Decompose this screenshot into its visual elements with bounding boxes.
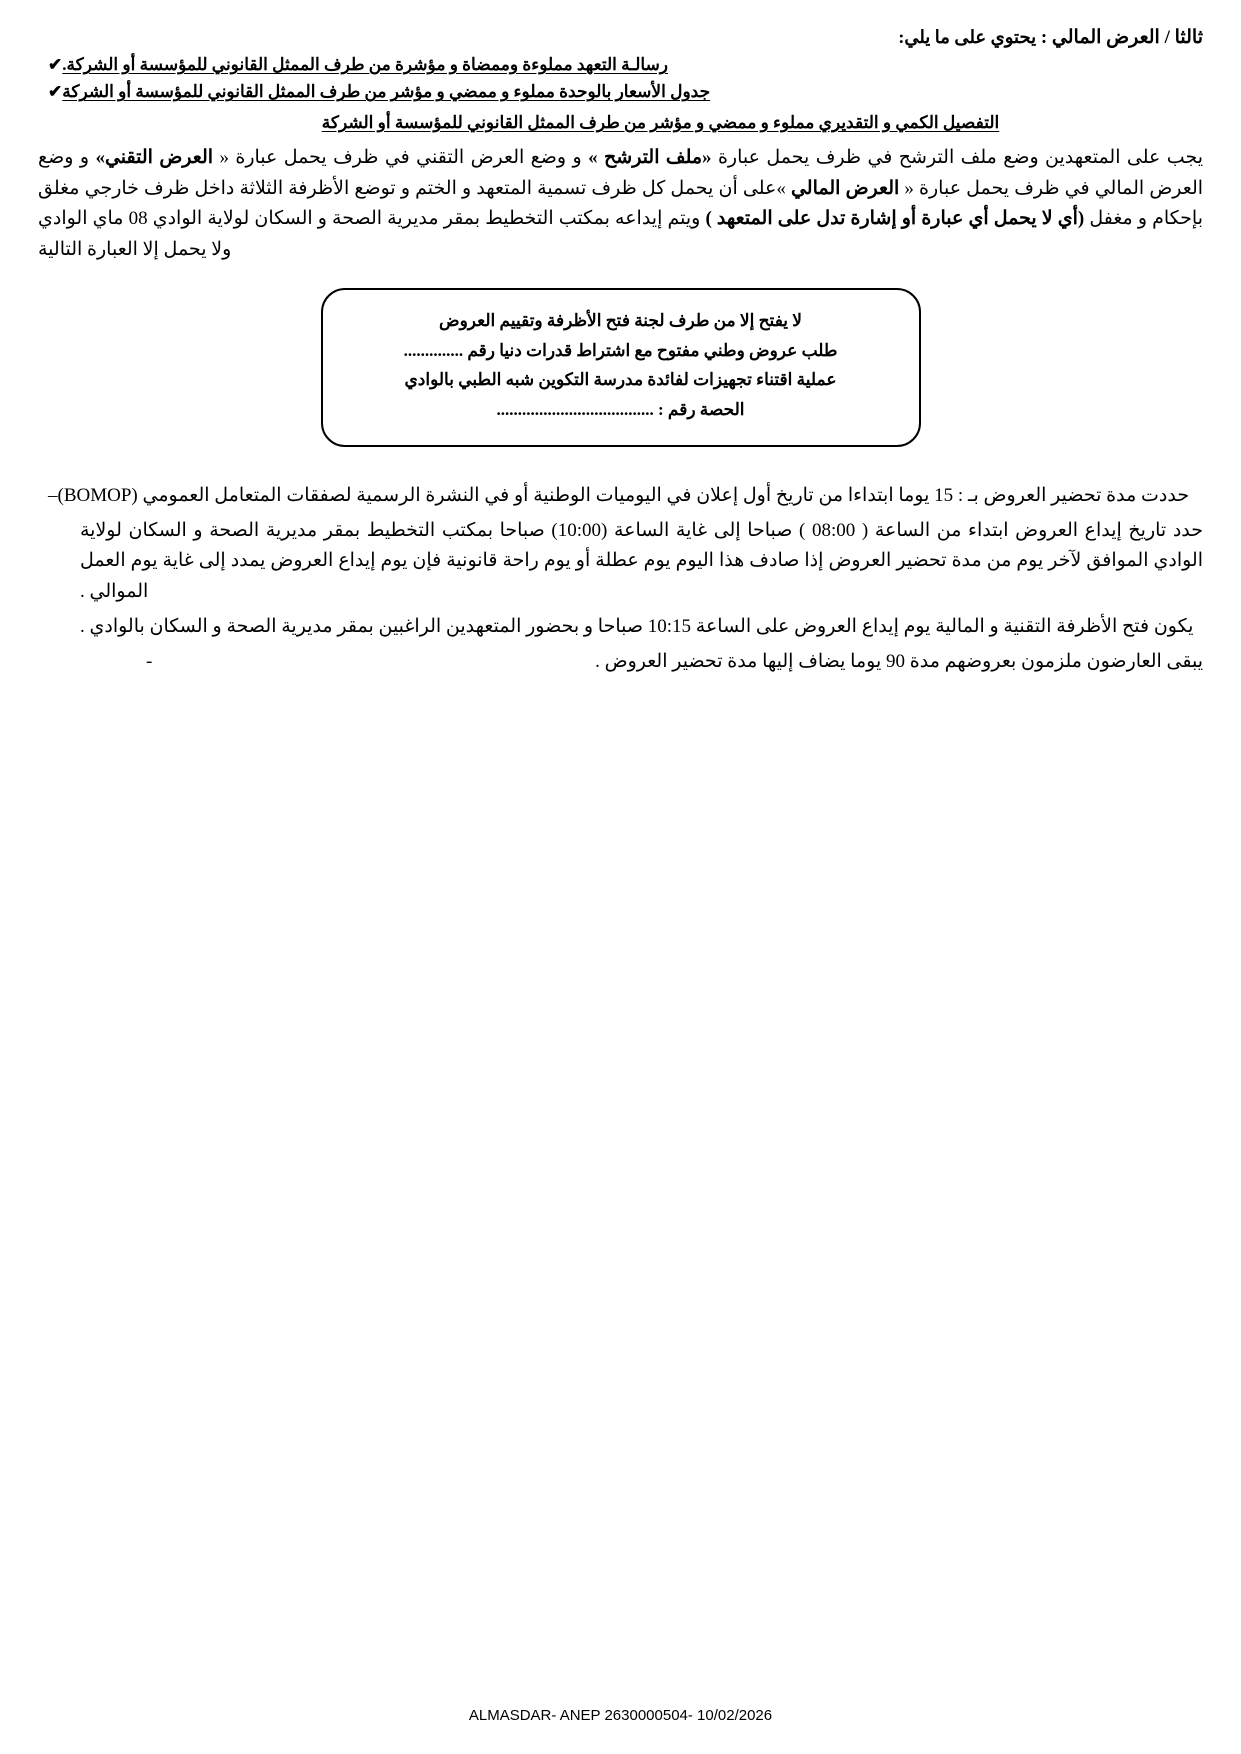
box-line-4: الحصة رقم : ..................................... <box>496 400 745 420</box>
opening-text-1: يكون فتح الأظرفة التقنية و المالية يوم إيداع العروض على الساعة <box>691 615 1194 637</box>
preparation-period-text <box>58 481 1204 512</box>
financial-offer-checklist <box>38 55 1203 103</box>
envelope-bold-technical: العرض التقني» <box>95 146 214 168</box>
envelope-instructions-paragraph <box>38 143 1203 266</box>
deposit-text-2: ) صباحا إلى غاية الساعة ( <box>601 519 812 541</box>
envelope-label-box-wrapper <box>38 288 1203 447</box>
envelope-bold-financial: العرض المالي <box>790 177 900 199</box>
offer-validity-text <box>152 647 1203 678</box>
deposit-schedule-paragraph <box>38 516 1203 608</box>
list-item <box>38 55 1203 75</box>
heading-separator: : <box>1040 27 1048 48</box>
box-line-2: طلب عروض وطني مفتوح مع اشتراط قدرات دنيا رقم .............. <box>403 340 838 360</box>
envelope-text-1: يجب على المتعهدين وضع ملف الترشح في ظرف يحمل عبارة <box>711 146 1203 168</box>
check-mark-icon: ✔ <box>48 55 63 74</box>
list-item <box>38 82 1203 102</box>
checklist-item-text: رسالـة التعهد مملوءة وممضاة و مؤشرة من طرف الممثل القانوني للمؤسسة أو الشركة. <box>62 55 669 74</box>
page-footer: ALMASDAR- ANEP 2630000504- 10/02/2026 <box>468 1707 773 1724</box>
preparation-period-item <box>38 481 1203 512</box>
envelope-bold-anonymous: (أي لا يحمل أي عبارة أو إشارة تدل على المتعهد ) <box>705 208 1085 230</box>
offer-validity-item <box>38 647 1203 678</box>
opening-time: 10:15 <box>647 615 692 637</box>
dash-marker: - <box>146 650 153 672</box>
envelope-label-box <box>321 288 921 447</box>
validity-days-count: 90 <box>886 650 906 672</box>
dash-marker: – <box>48 484 58 506</box>
prep-text-before: حددت مدة تحضير العروض بـ : <box>953 484 1190 506</box>
opening-text-2: صباحا و بحضور المتعهدين الراغبين بمقر مديرية الصحة و السكان بالوادي . <box>80 615 648 637</box>
heading-lead: يحتوي على ما يلي: <box>898 27 1037 47</box>
envelope-text-5: ويتم إيداعه بمكتب التخطيط بمقر مديرية الصحة و السكان لولاية الوادي 08 ماي الوادي ولا يحمل إلا العبارة التالية <box>38 208 706 261</box>
envelope-text-3: و وضع العرض المالي في ظرف يحمل عبارة « <box>38 146 1204 199</box>
deposit-end-time: 10:00 <box>557 519 602 541</box>
checklist-item-third: التفصيل الكمي و التقديري مملوء و ممضي و مؤشر من طرف الممثل القانوني للمؤسسة أو الشركة <box>321 112 1000 132</box>
document-content <box>38 26 1203 679</box>
deposit-text-3: ) صباحا بمكتب التخطيط بمقر مديرية الصحة و السكان لولاية الوادي الموافق لآخر يوم من مدة تحضير العروض إذا صادف هذا اليوم يوم عطلة أو يوم راحة قانونية فإن يوم إيداع العروض يمدد إلى غاية يوم العمل الموالي . <box>80 519 1203 603</box>
box-line-1: لا يفتح إلا من طرف لجنة فتح الأظرفة وتقييم العروض <box>439 310 802 330</box>
box-line-3: عملية اقتناء تجهيزات لفائدة مدرسة التكوين شبه الطبي بالوادي <box>404 370 837 390</box>
heading-title: العرض المالي <box>1051 27 1160 48</box>
check-mark-icon: ✔ <box>48 82 63 102</box>
validity-text-1: يبقى العارضون ملزمون بعروضهم مدة <box>905 650 1203 672</box>
deposit-start-time: 08:00 <box>812 519 856 541</box>
prep-days-count: 15 <box>934 484 954 506</box>
prep-text-after: يوما ابتداءا من تاريخ أول إعلان في اليوميات الوطنية أو في النشرة الرسمية لصفقات المتعامل العمومي (BOMOP) <box>57 484 935 506</box>
checklist-item-text: جدول الأسعار بالوحدة مملوء و ممضي و مؤشر من طرف الممثل القانوني للمؤسسة أو الشركة <box>62 82 711 102</box>
deposit-text-1: حدد تاريخ إيداع العروض ابتداء من الساعة ( <box>855 519 1203 541</box>
validity-text-2: يوما يضاف إليها مدة تحضير العروض . <box>595 650 887 672</box>
envelope-text-4: »على أن يحمل كل ظرف تسمية المتعهد و الختم و توضع الأظرفة الثلاثة داخل ظرف خارجي مغلق بإحكام و مغفل <box>38 177 1203 230</box>
opening-session-paragraph <box>38 612 1203 643</box>
envelope-text-2: و وضع العرض التقني في ظرف يحمل عبارة « <box>213 146 589 168</box>
section-heading <box>38 26 1203 49</box>
envelope-bold-candidature: «ملف الترشح » <box>588 146 712 168</box>
heading-order: ثالثا / <box>1164 27 1203 48</box>
